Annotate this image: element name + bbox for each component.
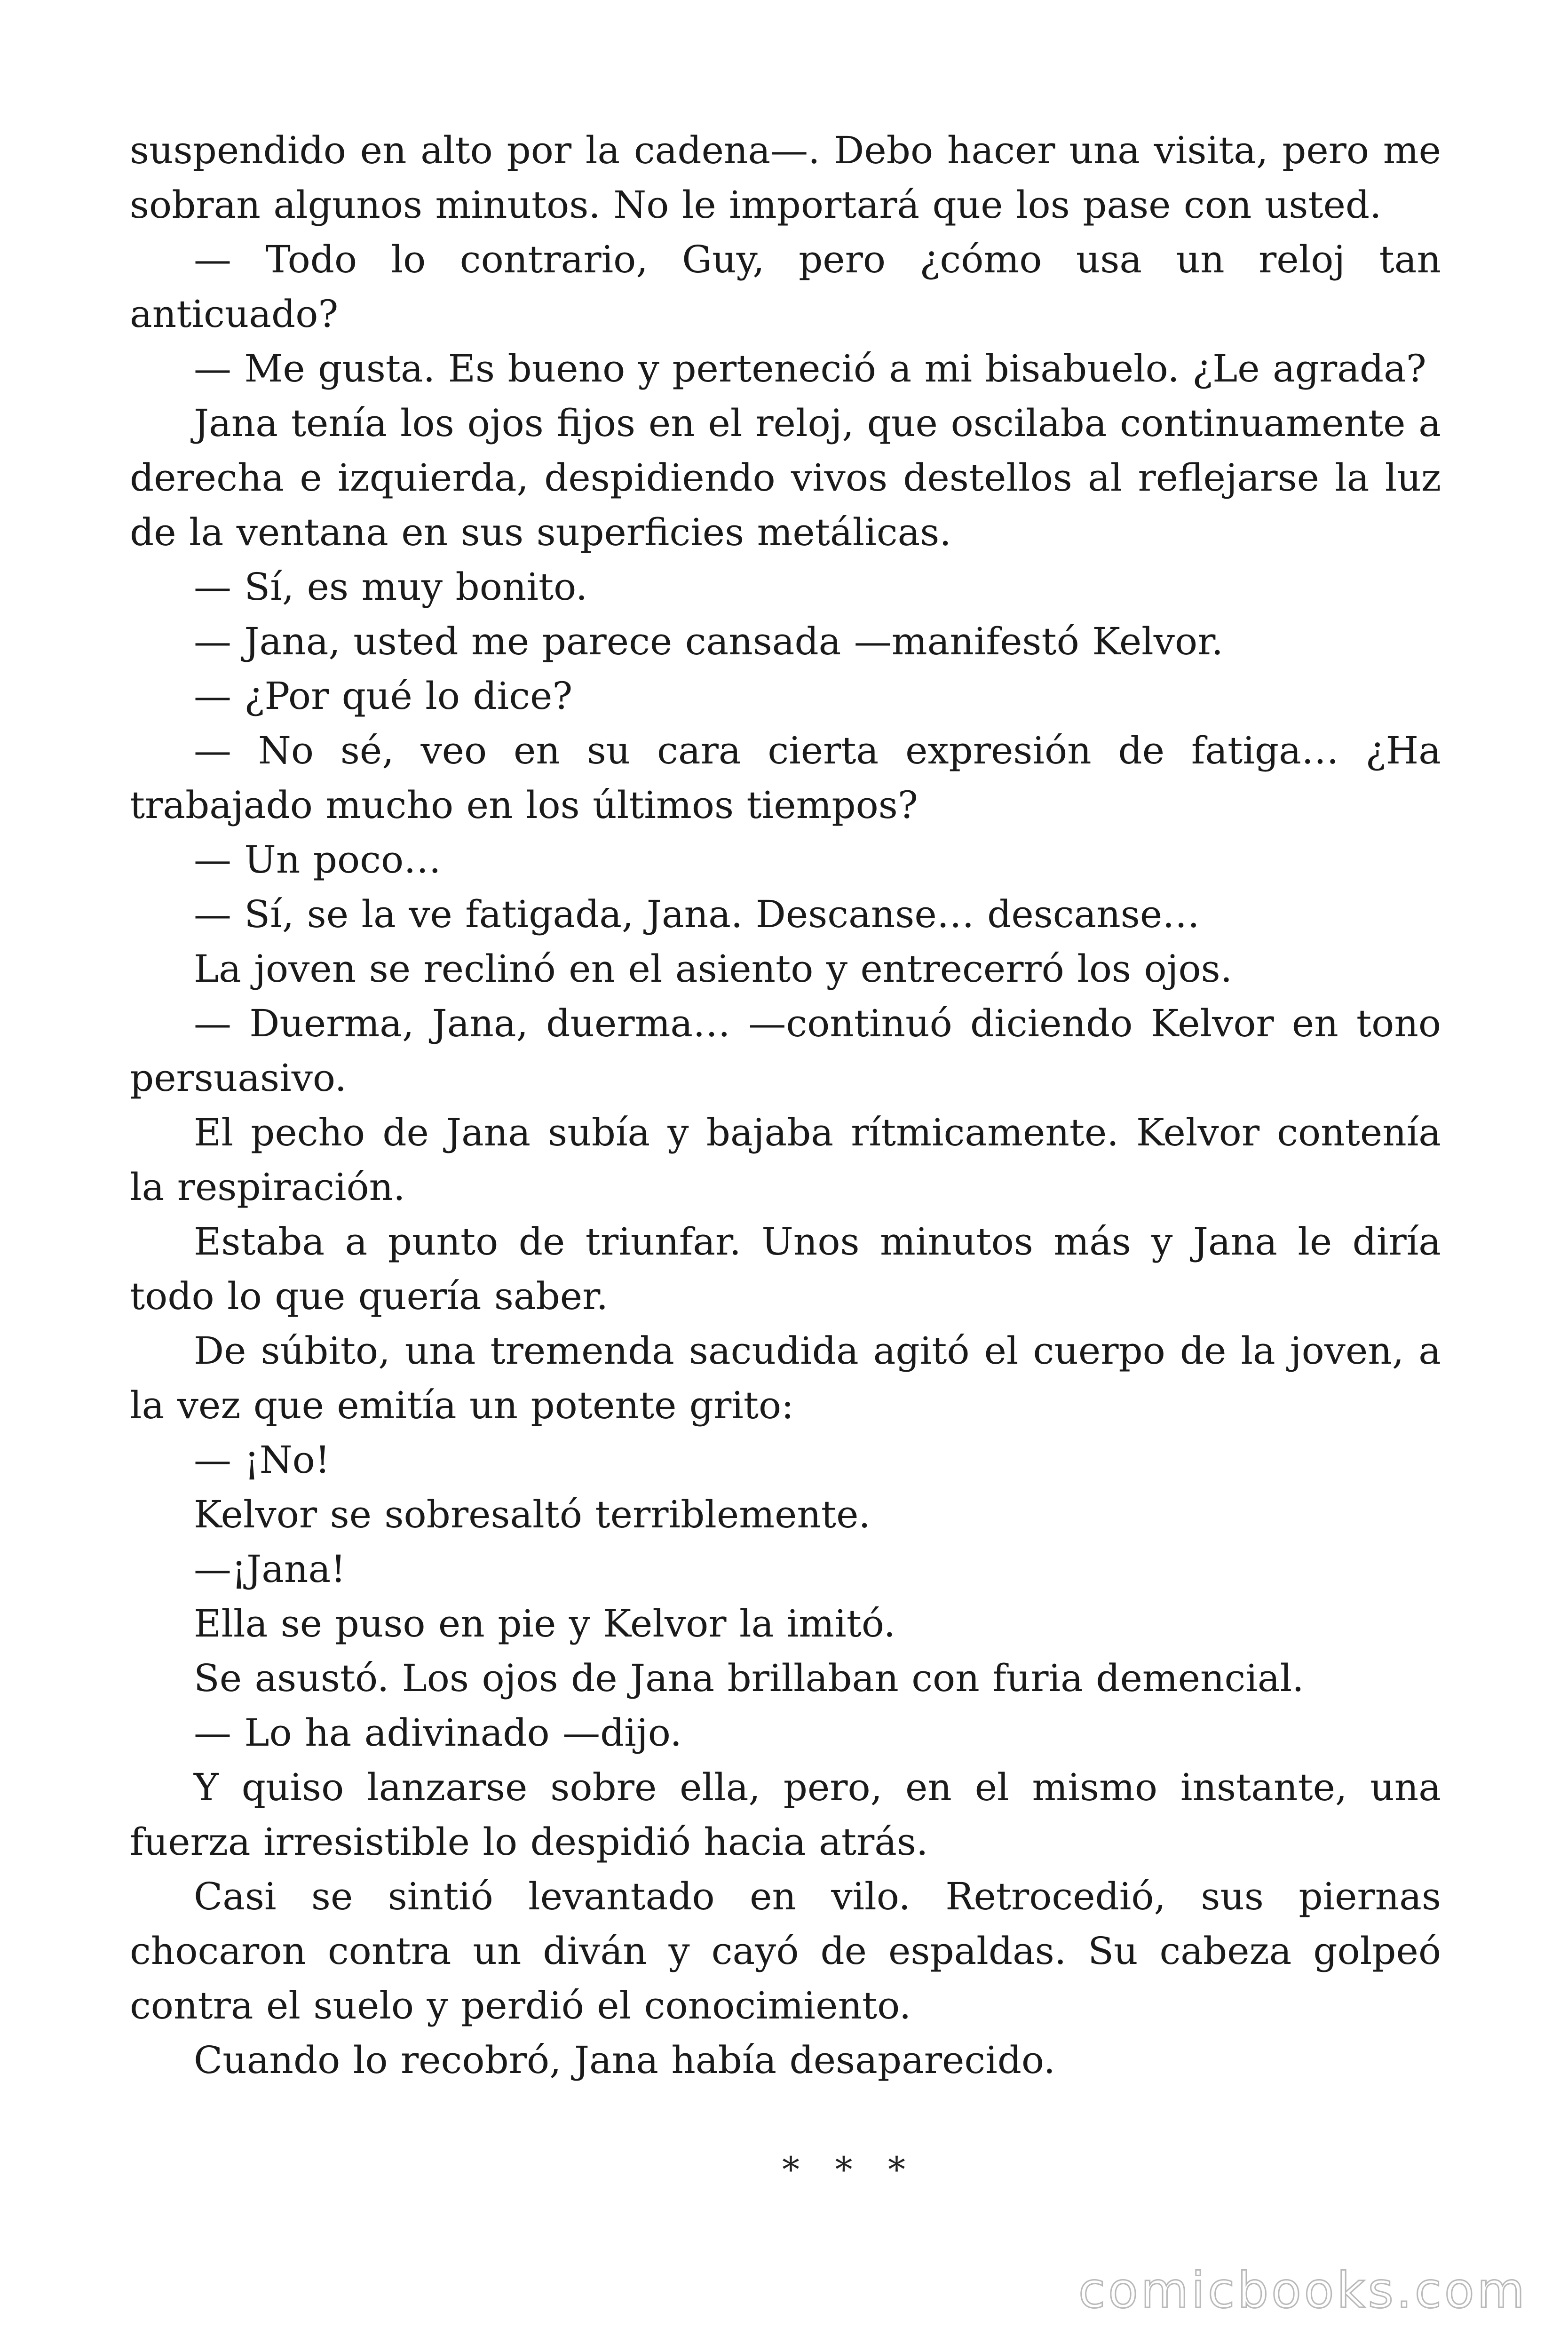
paragraph: — Duerma, Jana, duerma… —continuó diciendo Kelvor en tono persuasivo. <box>130 1001 1441 1100</box>
paragraph: — Sí, se la ve fatigada, Jana. Descanse… descanse… <box>194 892 1200 936</box>
paragraph: El pecho de Jana subía y bajaba rítmicamente. Kelvor contenía la respiración. <box>130 1111 1441 1209</box>
paragraph: Ella se puso en pie y Kelvor la imitó. <box>194 1602 896 1645</box>
paragraph: — ¿Por qué lo dice? <box>194 674 573 718</box>
paragraph: Estaba a punto de triunfar. Unos minutos más y Jana le diría todo lo que quería saber. <box>130 1220 1441 1318</box>
paragraph: suspendido en alto por la cadena—. Debo hacer una visita, pero me sobran algunos minutos. No le importará que los pase con usted. <box>130 128 1441 227</box>
paragraph: La joven se reclinó en el asiento y entrecerró los ojos. <box>194 947 1233 991</box>
paragraph: —¡Jana! <box>194 1547 346 1591</box>
paragraph: De súbito, una tremenda sacudida agitó el cuerpo de la joven, a la vez que emitía un potente grito: <box>130 1329 1441 1427</box>
paragraph: Jana tenía los ojos fijos en el reloj, que oscilaba continuamente a derecha e izquierda, despidiendo vivos destellos al reflejarse la luz de la ventana en sus superficies metálicas. <box>130 401 1441 554</box>
page-body <box>130 123 1441 2088</box>
paragraph: — No sé, veo en su cara cierta expresión de fatiga… ¿Ha trabajado mucho en los últimos tiempos? <box>130 729 1441 827</box>
paragraph: — Un poco… <box>194 838 442 882</box>
paragraph: Casi se sintió levantado en vilo. Retrocedió, sus piernas chocaron contra un diván y cayó de espaldas. Su cabeza golpeó contra el suelo y perdió el conocimiento. <box>130 1875 1441 2027</box>
paragraph: — Todo lo contrario, Guy, pero ¿cómo usa un reloj tan anticuado? <box>130 238 1441 336</box>
paragraph: — Jana, usted me parece cansada —manifestó Kelvor. <box>194 620 1223 663</box>
paragraph: Se asustó. Los ojos de Jana brillaban con furia demencial. <box>194 1656 1304 1700</box>
section-break: * * * <box>782 2150 918 2190</box>
paragraph: — Me gusta. Es bueno y perteneció a mi bisabuelo. ¿Le agrada? <box>194 347 1426 390</box>
watermark: comicbooks.com <box>1078 2262 1528 2319</box>
paragraph: — Lo ha adivinado —dijo. <box>194 1711 682 1755</box>
paragraph: Kelvor se sobresaltó terriblemente. <box>194 1493 871 1536</box>
paragraph: — Sí, es muy bonito. <box>194 565 588 609</box>
paragraph: Y quiso lanzarse sobre ella, pero, en el mismo instante, una fuerza irresistible lo despidió hacia atrás. <box>130 1765 1441 1864</box>
paragraph: — ¡No! <box>194 1438 330 1482</box>
paragraph: Cuando lo recobró, Jana había desaparecido. <box>194 2038 1056 2082</box>
